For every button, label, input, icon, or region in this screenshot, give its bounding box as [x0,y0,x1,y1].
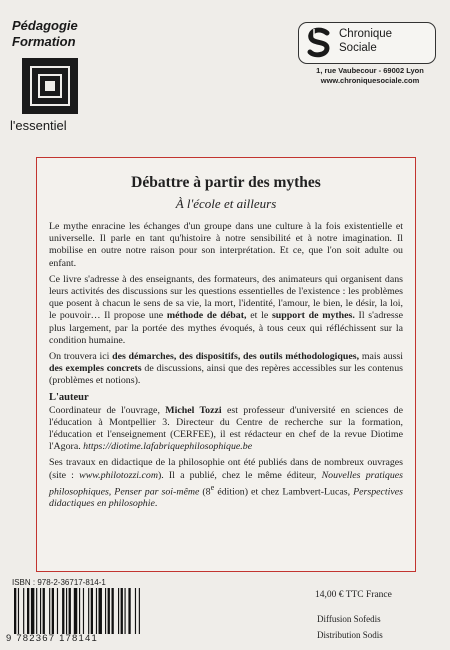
barcode-digits: 9 782367 178141 [6,633,98,644]
book-reference: Perspectives didactiques en philosophie [49,486,403,510]
blurb-text: et le [246,310,272,322]
blurb-paragraph-2 [49,274,403,347]
book-reference: Nouvelles pratiques philosophiques, Penser par soi-même [49,469,404,498]
author-text: . [154,498,158,510]
publisher-logo [298,22,436,64]
back-cover-panel [36,157,416,572]
publisher-name-line2: Sociale [339,42,377,54]
edition-superscript: e [210,482,215,492]
isbn-label: ISBN : 978-2-36717-814-1 [12,578,106,587]
blurb-text: mais aussi [359,351,403,363]
series-line-pedagogie: Pédagogie [12,18,78,33]
collection-logo-icon [22,58,78,114]
price: 14,00 € TTC France [315,590,392,600]
book-title: Débattre à partir des mythes [131,174,321,191]
author-text: est professeur d'université en sciences de l'éducation à Montpellier 3. Directeur du Centre de recherche sur la formation, l'éducation et l'enseignement (CERFEE), il est rédacteur en chef de la revue Diotime l'Agora. [49,404,403,453]
barcode-icon [10,588,180,634]
author-paragraph-2 [49,457,403,510]
diffusion: Diffusion Sofedis [317,614,381,624]
author-heading: L'auteur [49,391,89,403]
publisher-website: www.chroniquesociale.com [320,76,420,85]
blurb-text: de discussions, ainsi que des repères accessibles sur les contenus (problèmes et notions). [49,363,403,387]
series-line-formation: Formation [12,34,76,49]
author-text: Ses travaux en didactique de la philosophie ont été publiés dans de nombreux ouvrages (site : [49,457,403,481]
blurb-bold: support de mythes. [271,310,355,322]
author-text: (8 [199,486,211,498]
blurb-text: On trouvera ici [49,351,113,363]
blurb-bold: méthode de débat, [166,310,247,322]
blurb-paragraph-3 [49,351,403,388]
collection-name: l'essentiel [10,118,67,133]
publisher-name-line1: Chronique [339,28,393,40]
journal-url: https://diotime.lafabriquephilosophique.be [83,441,253,453]
blurb-text: Il s'adresse plus largement, par la portée des mythes évoqués, à tous ceux qui réfléchissent sur la condition humaine. [49,310,403,346]
series-label [12,18,78,50]
blurb-text: Ce livre s'adresse à des enseignants, des formateurs, des animateurs qui organisent dans leurs activités des discussions sur les questions essentielles de l'existence : les problèmes que posent à chacun le sens de sa vie, la mort, l'identité, l'amour, le bien, le désir, la loi, le pouvoir… Il propose une [49,273,403,322]
blurb-bold: des exemples concrets [49,363,142,375]
author-paragraph-1 [49,405,403,454]
publisher-name [339,27,392,55]
blurb-paragraph-1: Le mythe enracine les échanges d'un groupe dans une culture à la fois existentielle et universelle. Il parle en tant qu'histoire à notre sensibilité et à notre imagination. Il mobilise en outre notre raison pour son interprétation. Et ce, que l'on soit adulte ou enfant. [49,221,403,269]
author-website: www.philotozzi.com [79,469,158,481]
distribution: Distribution Sodis [317,630,383,640]
author-text: ). Il a publié, chez le même éditeur, [157,469,322,481]
blurb-bold: des démarches, des dispositifs, des outils méthodologiques, [112,351,360,363]
publisher-street: 1, rue Vaubecour - 69002 Lyon [316,66,424,75]
publisher-address [300,66,440,86]
author-name: Michel Tozzi [165,404,222,416]
chronique-sociale-logo-icon [305,27,333,59]
author-text: Coordinateur de l'ouvrage, [49,404,166,416]
book-subtitle: À l'école et ailleurs [175,196,277,211]
author-text: édition) et chez Lambvert-Lucas, [214,486,354,498]
